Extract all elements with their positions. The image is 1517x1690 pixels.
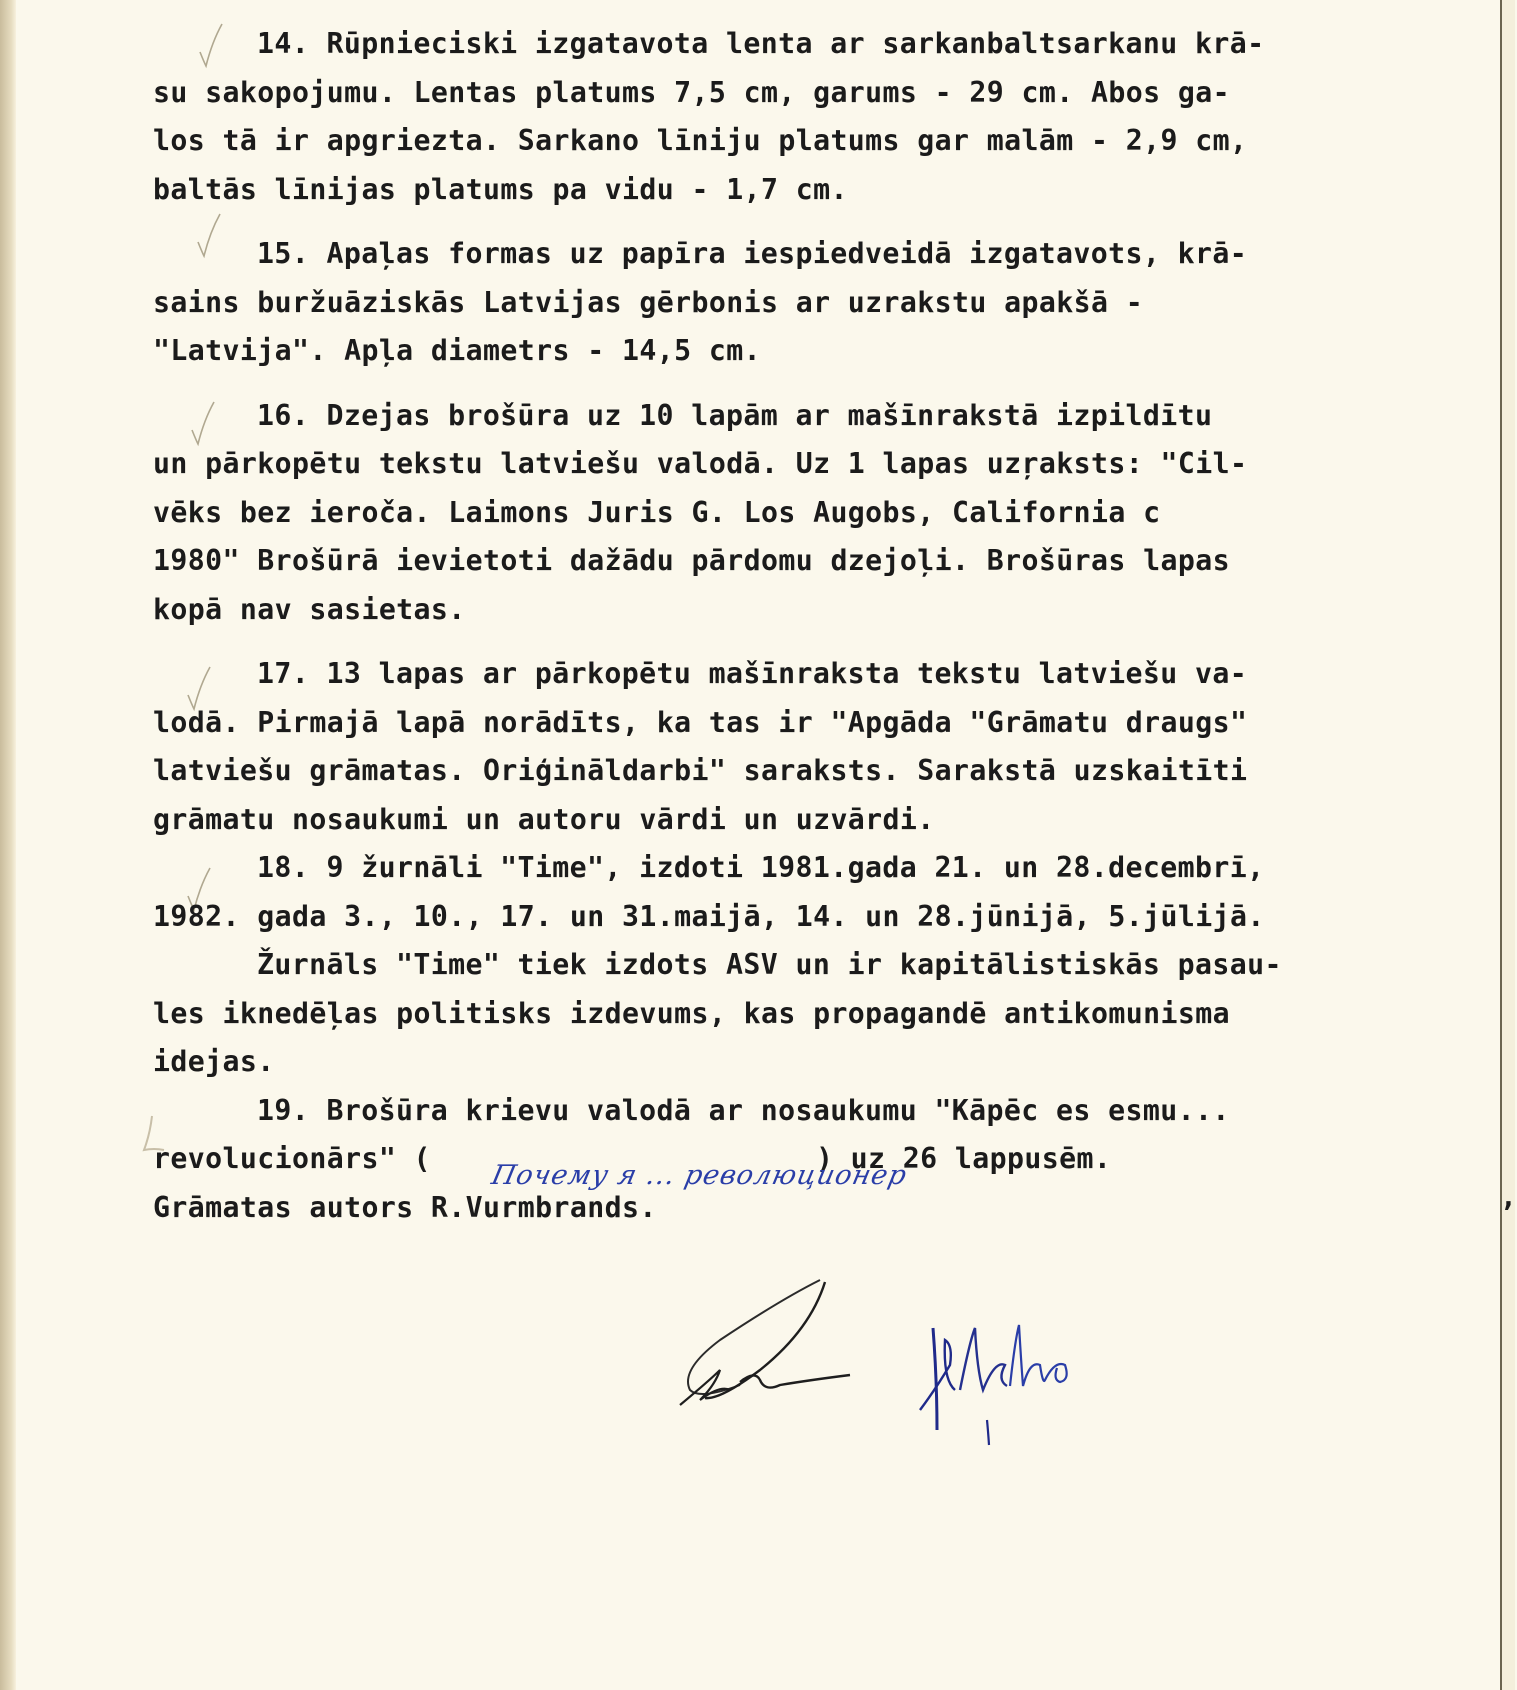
text-line: un pārkopētu tekstu latviešu valodā. Uz 1 lapas uzŗaksts: "Cil- (153, 447, 1248, 480)
text-line: 14. Rūpnieciski izgatavota lenta ar sarkanbaltsarkanu krā- (257, 27, 1265, 60)
typed-document (153, 20, 1453, 1232)
text-segment: revolucionārs" ( (153, 1142, 431, 1175)
text-line: "Latvija". Apļa diametrs - 14,5 cm. (153, 334, 761, 367)
text-line: 18. 9 žurnāli "Time", izdoti 1981.gada 21. un 28.decembrī, (257, 851, 1265, 884)
text-segment: ) uz 26 lappusēm. (815, 1142, 1112, 1175)
text-line: latviešu grāmatas. Oriģināldarbi" saraksts. Sarakstā uzskaitīti (153, 754, 1248, 787)
item-14 (153, 20, 1453, 214)
page-under-right (1502, 0, 1515, 1690)
text-line: 1980" Brošūrā ievietoti dažādu pārdomu dzejoļi. Brošūras lapas (153, 544, 1230, 577)
text-line: 17. 13 lapas ar pārkopētu mašīnraksta tekstu latviešu va- (257, 657, 1248, 690)
text-line: les iknedēļas politisks izdevums, kas propagandē antikomunisma (153, 996, 1230, 1030)
signature-1 (660, 1270, 920, 1450)
text-line: Žurnāls "Time" tiek izdots ASV un ir kapitālistiskās pasau- (257, 948, 1282, 981)
text-line: grāmatu nosaukumi un autoru vārdi un uzvārdi. (153, 802, 935, 836)
item-15 (153, 230, 1453, 376)
text-line: 19. Brošūra krievu valodā ar nosaukumu "Kāpēc es esmu... (257, 1093, 1230, 1127)
text-line: 16. Dzejas brošūra uz 10 lapām ar mašīnrakstā izpildītu (257, 398, 1213, 432)
item-17 (153, 650, 1453, 844)
signature-2 (915, 1320, 1085, 1450)
text-line: vēks bez ieroča. Laimons Juris G. Los Augobs, California c (153, 495, 1161, 529)
handwritten-russian-title: Почему я ... революционер (488, 1160, 911, 1191)
margin-comma: , (1500, 1180, 1517, 1213)
text-line: su sakopojumu. Lentas platums 7,5 cm, garums - 29 cm. Abos ga- (153, 75, 1230, 109)
text-line: baltās līnijas platums pa vidu - 1,7 cm. (153, 172, 848, 206)
page-shadow-left (0, 0, 16, 1690)
text-line: Grāmatas autors R.Vurmbrands. (153, 1190, 657, 1224)
text-line: idejas. (153, 1045, 275, 1078)
text-line: sains buržuāziskās Latvijas gērbonis ar uzrakstu apakšā - (153, 285, 1144, 319)
item-18 (153, 844, 1453, 1087)
text-line: 1982. gada 3., 10., 17. un 31.maijā, 14. un 28.jūnijā, 5.jūlijā. (153, 899, 1265, 933)
text-line: lodā. Pirmajā lapā norādīts, ka tas ir "Apgāda "Grāmatu draugs" (153, 705, 1248, 739)
text-line: kopā nav sasietas. (153, 592, 466, 626)
item-16 (153, 392, 1453, 635)
text-line: 15. Apaļas formas uz papīra iespiedveidā izgatavots, krā- (257, 237, 1248, 270)
text-line: los tā ir apgriezta. Sarkano līniju platums gar malām - 2,9 cm, (153, 124, 1248, 157)
